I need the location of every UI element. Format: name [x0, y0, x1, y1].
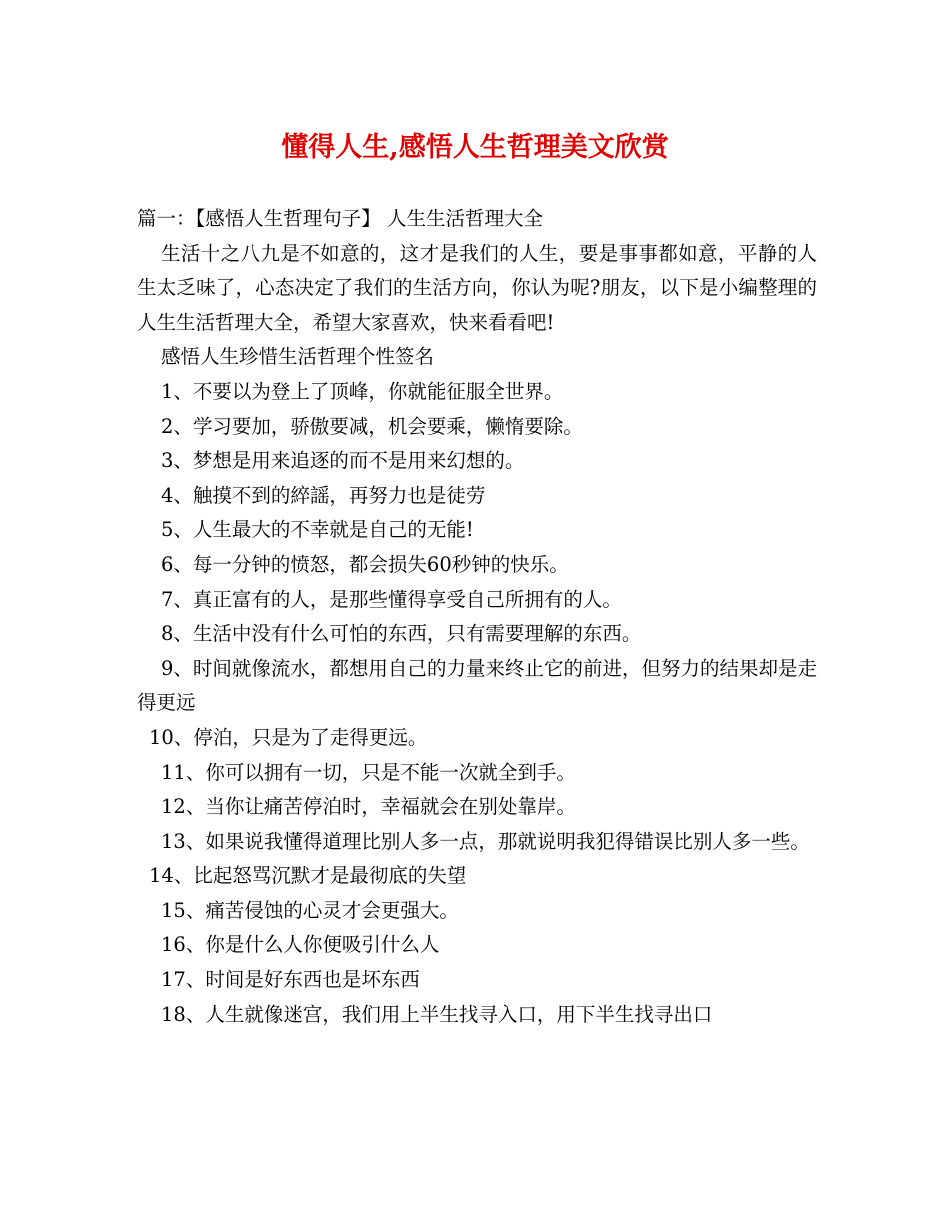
list-item: 12、当你让痛苦停泊时，幸福就会在别处靠岸。: [161, 795, 576, 819]
list-item: 1、不要以为登上了顶峰，你就能征服全世界。: [161, 379, 564, 403]
subheading: 感悟人生珍惜生活哲理个性签名: [161, 345, 435, 369]
document-body: [137, 202, 817, 1032]
list-item: 13、如果说我懂得道理比别人多一点，那就说明我犯得错误比别人多一些。: [161, 829, 810, 853]
list-item: 11、你可以拥有一切，只是不能一次就全到手。: [161, 760, 576, 784]
list-item: 16、你是什么人你便吸引什么人: [161, 933, 440, 957]
list-item: 14、比起怒骂沉默才是最彻底的失望: [149, 864, 467, 888]
list-item: 4、触摸不到的綷謡，再努力也是徒劳: [161, 483, 486, 507]
document-title: 懂得人生,感悟人生哲理美文欣赏: [281, 132, 669, 163]
list-item: 10、停泊，只是为了走得更远。: [149, 725, 428, 749]
list-item: 18、人生就像迷宫，我们用上半生找寻入口，用下半生找寻出口: [161, 1002, 713, 1026]
list-item: 9、时间就像流水，都想用自己的力量来终止它的前进，但努力的结果却是走得更远: [137, 656, 817, 715]
section-heading: 篇一：【感悟人生哲理句子】 人生生活哲理大全: [137, 207, 543, 230]
list-item: 15、痛苦侵蚀的心灵才会更强大。: [161, 898, 459, 922]
list-item: 5、人生最大的不幸就是自己的无能!: [161, 518, 474, 542]
list-item: 17、时间是好东西也是坏东西: [161, 968, 420, 992]
list-item: 3、梦想是用来追逐的而不是用来幻想的。: [161, 449, 525, 473]
list-item: 8、生活中没有什么可怕的东西，只有需要理解的东西。: [161, 622, 642, 646]
list-item: 7、真正富有的人，是那些懂得享受自己所拥有的人。: [161, 587, 622, 611]
intro-paragraph: 生活十之八九是不如意的，这才是我们的人生，要是事事都如意，平静的人生太乏味了，心态决定了我们的生活方向，你认为呢?朋友，以下是小编整理的人生生活哲理大全，希望大家喜欢，快来看看吧!: [137, 241, 817, 334]
list-item: 6、每一分钟的愤怒，都会损失60秒钟的快乐。: [161, 552, 569, 576]
list-item: 2、学习要加，骄傲要减，机会要乘，懒惰要除。: [161, 414, 583, 438]
